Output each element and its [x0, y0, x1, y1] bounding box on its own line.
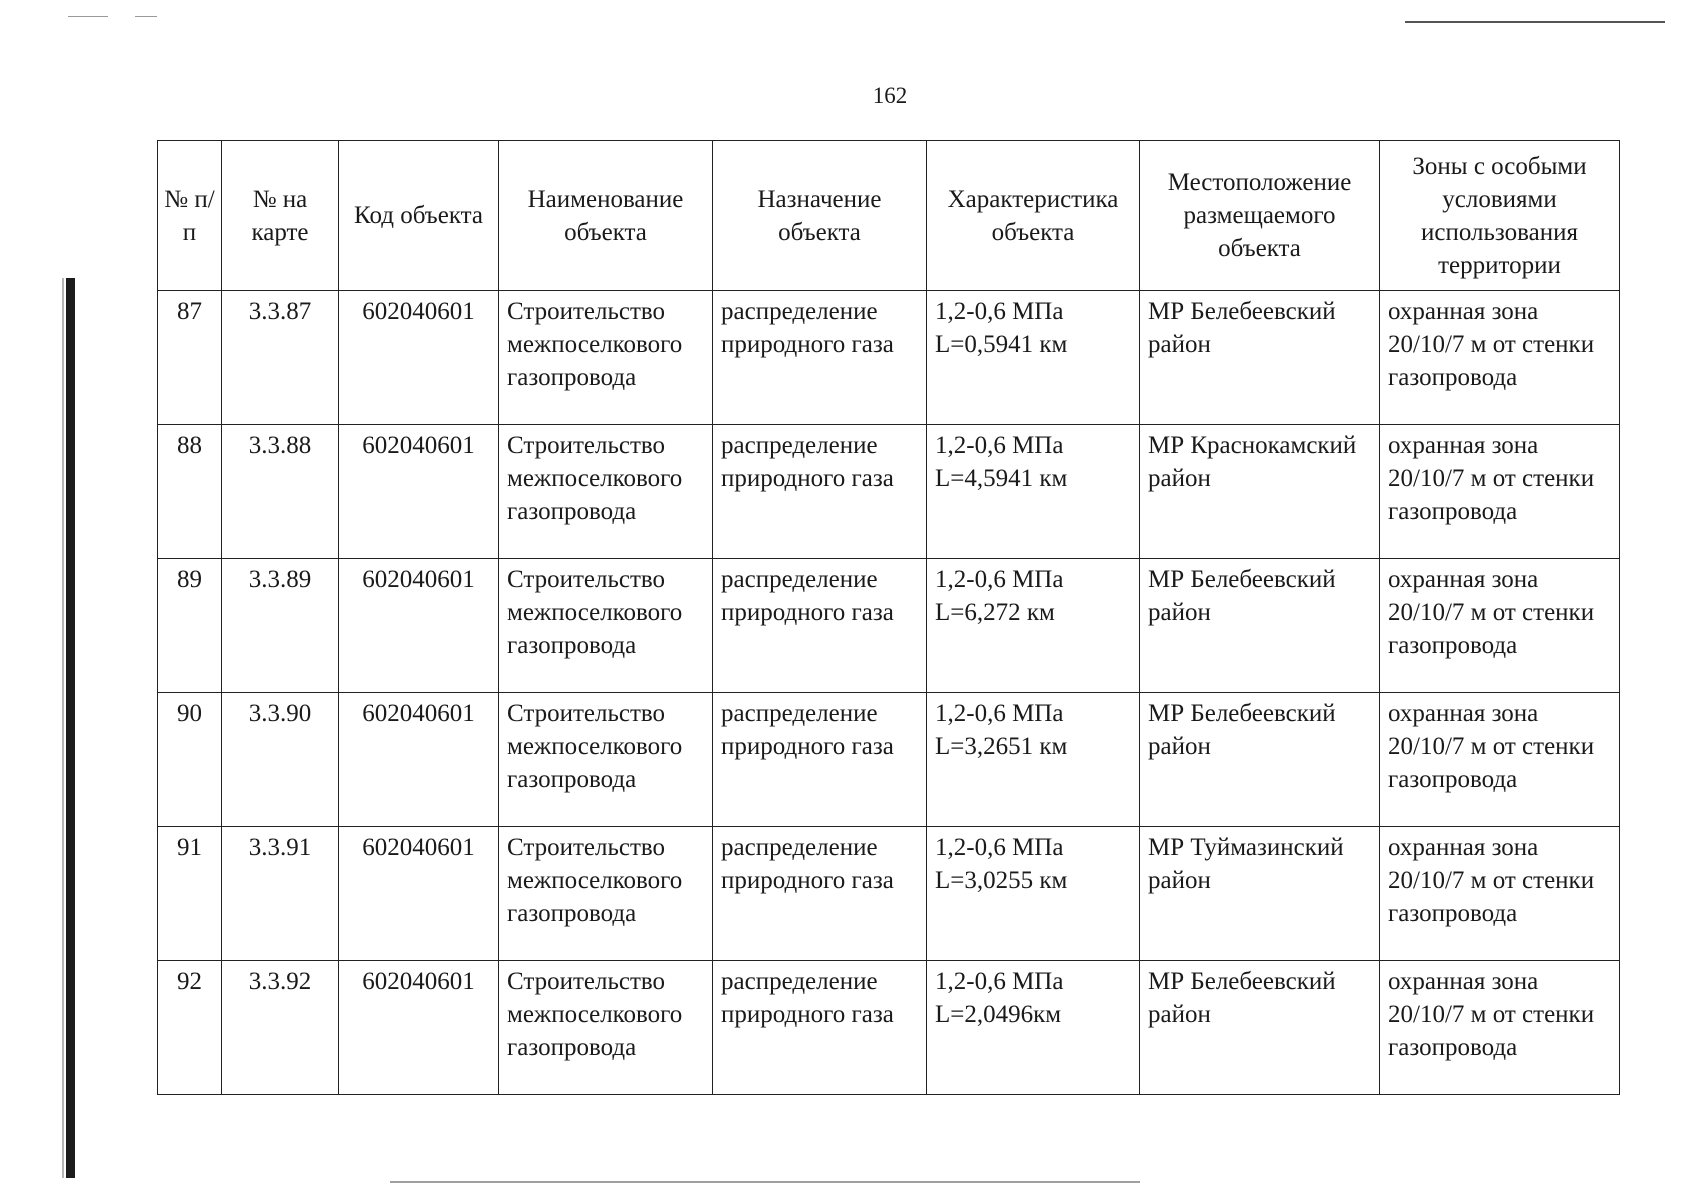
scan-artifact-edge — [62, 278, 75, 1178]
cell-map-num: 3.3.87 — [222, 291, 339, 425]
cell-name: Строительство межпоселкового газопровода — [499, 693, 713, 827]
cell-purpose: распределение природного газа — [713, 827, 927, 961]
header-code: Код объекта — [339, 141, 499, 291]
cell-location: МР Белебеевский район — [1140, 961, 1380, 1095]
scan-artifact-line — [1405, 21, 1665, 23]
cell-code: 602040601 — [339, 559, 499, 693]
objects-table — [157, 140, 1620, 1095]
scan-artifact-line — [135, 16, 157, 17]
table-row — [158, 693, 1620, 827]
header-name: Наименование объекта — [499, 141, 713, 291]
table-header-row — [158, 141, 1620, 291]
cell-purpose: распределение природного газа — [713, 559, 927, 693]
cell-characteristic — [927, 291, 1140, 425]
scan-artifact-line — [68, 16, 108, 17]
cell-characteristic — [927, 961, 1140, 1095]
cell-zones: охранная зона 20/10/7 м от стенки газопровода — [1380, 961, 1620, 1095]
cell-characteristic — [927, 425, 1140, 559]
cell-num: 88 — [158, 425, 222, 559]
cell-map-num: 3.3.89 — [222, 559, 339, 693]
cell-code: 602040601 — [339, 425, 499, 559]
cell-zones: охранная зона 20/10/7 м от стенки газопровода — [1380, 693, 1620, 827]
cell-length: L=2,0496км — [935, 1001, 1062, 1028]
cell-length: L=0,5941 км — [935, 331, 1068, 358]
cell-zones: охранная зона 20/10/7 м от стенки газопровода — [1380, 827, 1620, 961]
table-row — [158, 961, 1620, 1095]
cell-map-num: 3.3.88 — [222, 425, 339, 559]
cell-name: Строительство межпоселкового газопровода — [499, 425, 713, 559]
table-row — [158, 425, 1620, 559]
table-row — [158, 559, 1620, 693]
cell-purpose: распределение природного газа — [713, 693, 927, 827]
cell-pressure: 1,2-0,6 МПа — [935, 298, 1064, 325]
header-num: № п/п — [158, 141, 222, 291]
cell-characteristic — [927, 827, 1140, 961]
cell-purpose: распределение природного газа — [713, 961, 927, 1095]
cell-length: L=6,272 км — [935, 599, 1055, 626]
cell-length: L=3,2651 км — [935, 733, 1068, 760]
cell-num: 91 — [158, 827, 222, 961]
cell-map-num: 3.3.90 — [222, 693, 339, 827]
cell-length: L=3,0255 км — [935, 867, 1068, 894]
cell-characteristic — [927, 693, 1140, 827]
cell-code: 602040601 — [339, 291, 499, 425]
header-zones: Зоны с особыми условиями использования территории — [1380, 141, 1620, 291]
cell-purpose: распределение природного газа — [713, 291, 927, 425]
cell-num: 90 — [158, 693, 222, 827]
header-location: Местоположение размещаемого объекта — [1140, 141, 1380, 291]
cell-length: L=4,5941 км — [935, 465, 1068, 492]
cell-characteristic — [927, 559, 1140, 693]
cell-pressure: 1,2-0,6 МПа — [935, 834, 1064, 861]
table-row — [158, 827, 1620, 961]
cell-num: 87 — [158, 291, 222, 425]
cell-location: МР Краснокамский район — [1140, 425, 1380, 559]
cell-pressure: 1,2-0,6 МПа — [935, 432, 1064, 459]
cell-location: МР Белебеевский район — [1140, 291, 1380, 425]
cell-zones: охранная зона 20/10/7 м от стенки газопровода — [1380, 559, 1620, 693]
cell-name: Строительство межпоселкового газопровода — [499, 827, 713, 961]
cell-purpose: распределение природного газа — [713, 425, 927, 559]
table-row — [158, 291, 1620, 425]
header-characteristic: Характеристика объекта — [927, 141, 1140, 291]
cell-pressure: 1,2-0,6 МПа — [935, 700, 1064, 727]
header-map-num: № на карте — [222, 141, 339, 291]
cell-num: 89 — [158, 559, 222, 693]
cell-location: МР Белебеевский район — [1140, 693, 1380, 827]
cell-code: 602040601 — [339, 827, 499, 961]
cell-location: МР Белебеевский район — [1140, 559, 1380, 693]
cell-location: МР Туймазинский район — [1140, 827, 1380, 961]
cell-code: 602040601 — [339, 693, 499, 827]
cell-zones: охранная зона 20/10/7 м от стенки газопровода — [1380, 425, 1620, 559]
cell-map-num: 3.3.91 — [222, 827, 339, 961]
cell-pressure: 1,2-0,6 МПа — [935, 968, 1064, 995]
cell-pressure: 1,2-0,6 МПа — [935, 566, 1064, 593]
cell-name: Строительство межпоселкового газопровода — [499, 559, 713, 693]
cell-zones: охранная зона 20/10/7 м от стенки газопровода — [1380, 291, 1620, 425]
page-number: 162 — [872, 83, 908, 108]
cell-code: 602040601 — [339, 961, 499, 1095]
cell-map-num: 3.3.92 — [222, 961, 339, 1095]
header-purpose: Назначение объекта — [713, 141, 927, 291]
scan-artifact-line — [390, 1181, 1140, 1183]
cell-name: Строительство межпоселкового газопровода — [499, 961, 713, 1095]
cell-num: 92 — [158, 961, 222, 1095]
cell-name: Строительство межпоселкового газопровода — [499, 291, 713, 425]
